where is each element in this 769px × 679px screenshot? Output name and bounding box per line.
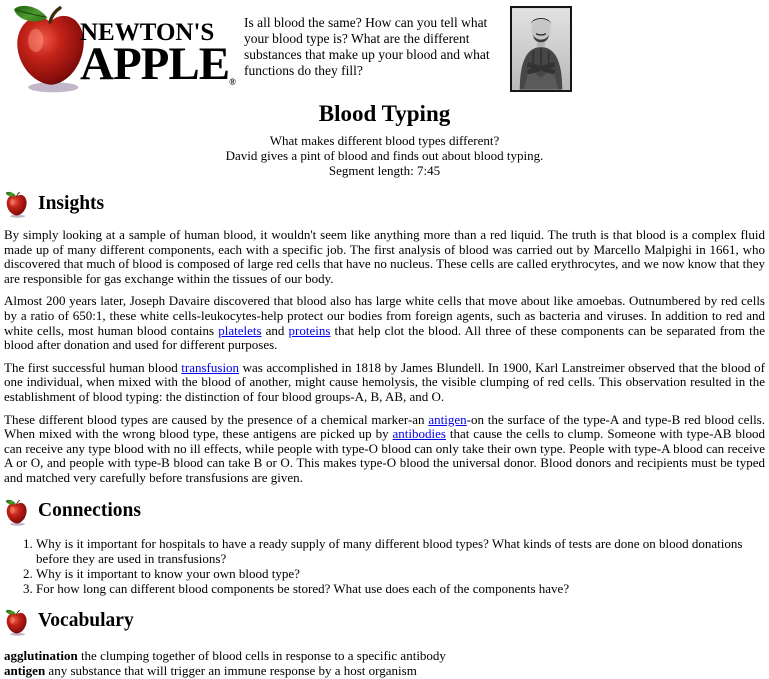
registered-mark: ® bbox=[229, 77, 236, 87]
insights-paragraph-2 bbox=[4, 294, 765, 352]
apple-bullet-icon bbox=[4, 497, 29, 528]
apple-bullet-icon bbox=[4, 189, 29, 220]
subtitle-line-2: David gives a pint of blood and finds out about blood typing. bbox=[225, 148, 544, 163]
platelets-link[interactable]: platelets bbox=[218, 322, 262, 338]
p4-text-1: These different blood types are caused by the presence of a chemical marker-an bbox=[4, 411, 429, 427]
logo-line2-text: APPLE bbox=[80, 38, 230, 90]
insights-heading bbox=[4, 189, 765, 220]
insights-paragraph-1: By simply looking at a sample of human blood, it wouldn't seem like anything more than a red liquid. The truth is that blood is a complex fluid made up of many different components, each with a specific job. The first analysis of blood was carried out by Marcello Malpighi in 1661, who discovered that much of blood is composed of large red cells that have no nucleus. These cells are called erythrocytes, and we now know that they are responsible for gas exchange within the tissues of our body. bbox=[4, 227, 765, 286]
connections-heading-text: Connections bbox=[38, 500, 141, 521]
connections-item-3: 3. For how long can different blood components be stored? What use does each of the components have? bbox=[36, 581, 765, 596]
newtons-apple-logo bbox=[4, 2, 244, 94]
vocab-entry-antigen bbox=[4, 663, 765, 679]
subtitle-line-3: Segment length: 7:45 bbox=[328, 163, 441, 178]
logo-line2 bbox=[80, 38, 236, 90]
page-header bbox=[4, 2, 765, 94]
intro-text: Is all blood the same? How can you tell what your blood type is? What are the different substances that make up your blood and what functions do they fill? bbox=[244, 15, 490, 78]
vocab-term: antigen bbox=[4, 663, 46, 678]
p4-text-2: -on the surface of the type-A and type-B red blood cells. When mixed with the wrong blood type, these antigens are picked up by bbox=[4, 411, 765, 442]
insights-paragraph-3 bbox=[4, 361, 765, 405]
transfusion-link[interactable]: transfusion bbox=[181, 359, 240, 375]
p2-text-3: that help clot the blood. All three of these components can be separated from the blood after donation and used for different purposes. bbox=[4, 322, 765, 353]
p4-text-3: that cause the cells to clump. Someone with type-AB blood can receive any type blood with no ill effects, while people with type-O blood can only take their own type. People with type-A blood can receive A or O, and people with type-B blood can take B or O. This makes type-O blood the universal donor. Blood donors and recipients must be typed and matched very carefully before transfusions are given. bbox=[4, 426, 765, 485]
proteins-link[interactable]: proteins bbox=[288, 322, 331, 338]
vocabulary-heading-text: Vocabulary bbox=[38, 610, 134, 631]
apple-bullet-icon bbox=[4, 607, 29, 638]
page-title: Blood Typing bbox=[318, 101, 451, 126]
host-photo bbox=[510, 6, 572, 92]
connections-item-1: 1. Why is it important for hospitals to have a ready supply of many different blood types? What kinds of tests are done on blood donations before they are used in transfusions? bbox=[36, 536, 765, 566]
insights-heading-text: Insights bbox=[38, 192, 105, 214]
p3-text-1: The first successful human blood bbox=[4, 359, 182, 375]
vocab-term: agglutination bbox=[4, 647, 78, 663]
p2-text-1: Almost 200 years later, Joseph Davaire discovered that blood also has large white cells that move about like amoebas. Outnumbered by red cells by a ratio of 650:1, these white cells-leukocytes-help protect our bodies from foreign agents, such as bacteria and viruses. In addition to red and white cells, most human blood contains bbox=[4, 293, 765, 338]
connections-item-2: 2. Why is it important to know your own blood type? bbox=[36, 566, 765, 581]
subtitle bbox=[4, 133, 765, 178]
insights-paragraph-4 bbox=[4, 413, 765, 486]
vocabulary-list bbox=[4, 648, 765, 679]
antibodies-link[interactable]: antibodies bbox=[392, 426, 446, 442]
vocab-definition: the clumping together of blood cells in response to a specific antibody bbox=[77, 647, 446, 663]
logo-wordmark bbox=[80, 2, 236, 94]
p2-text-2: and bbox=[261, 322, 289, 338]
vocabulary-heading bbox=[4, 607, 765, 638]
logo-line1: NEWTON'S bbox=[80, 19, 215, 46]
connections-list bbox=[4, 536, 765, 596]
vocab-entry-agglutination bbox=[4, 648, 765, 664]
connections-heading bbox=[4, 497, 765, 528]
p3-text-2: was accomplished in 1818 by James Blundell. In 1900, Karl Lanstreimer observed that the blood of one individual, when mixed with the blood of another, might cause hemolysis, the visible clumping of red cells. This observation resulted in the establishment of blood typing: the distinction of four blood groups-A, B, AB, and O. bbox=[4, 359, 766, 404]
antigen-link[interactable]: antigen bbox=[428, 411, 467, 427]
subtitle-line-1: What makes different blood types different? bbox=[269, 133, 500, 148]
vocab-definition: any substance that will trigger an immune response by a host organism bbox=[45, 663, 417, 678]
